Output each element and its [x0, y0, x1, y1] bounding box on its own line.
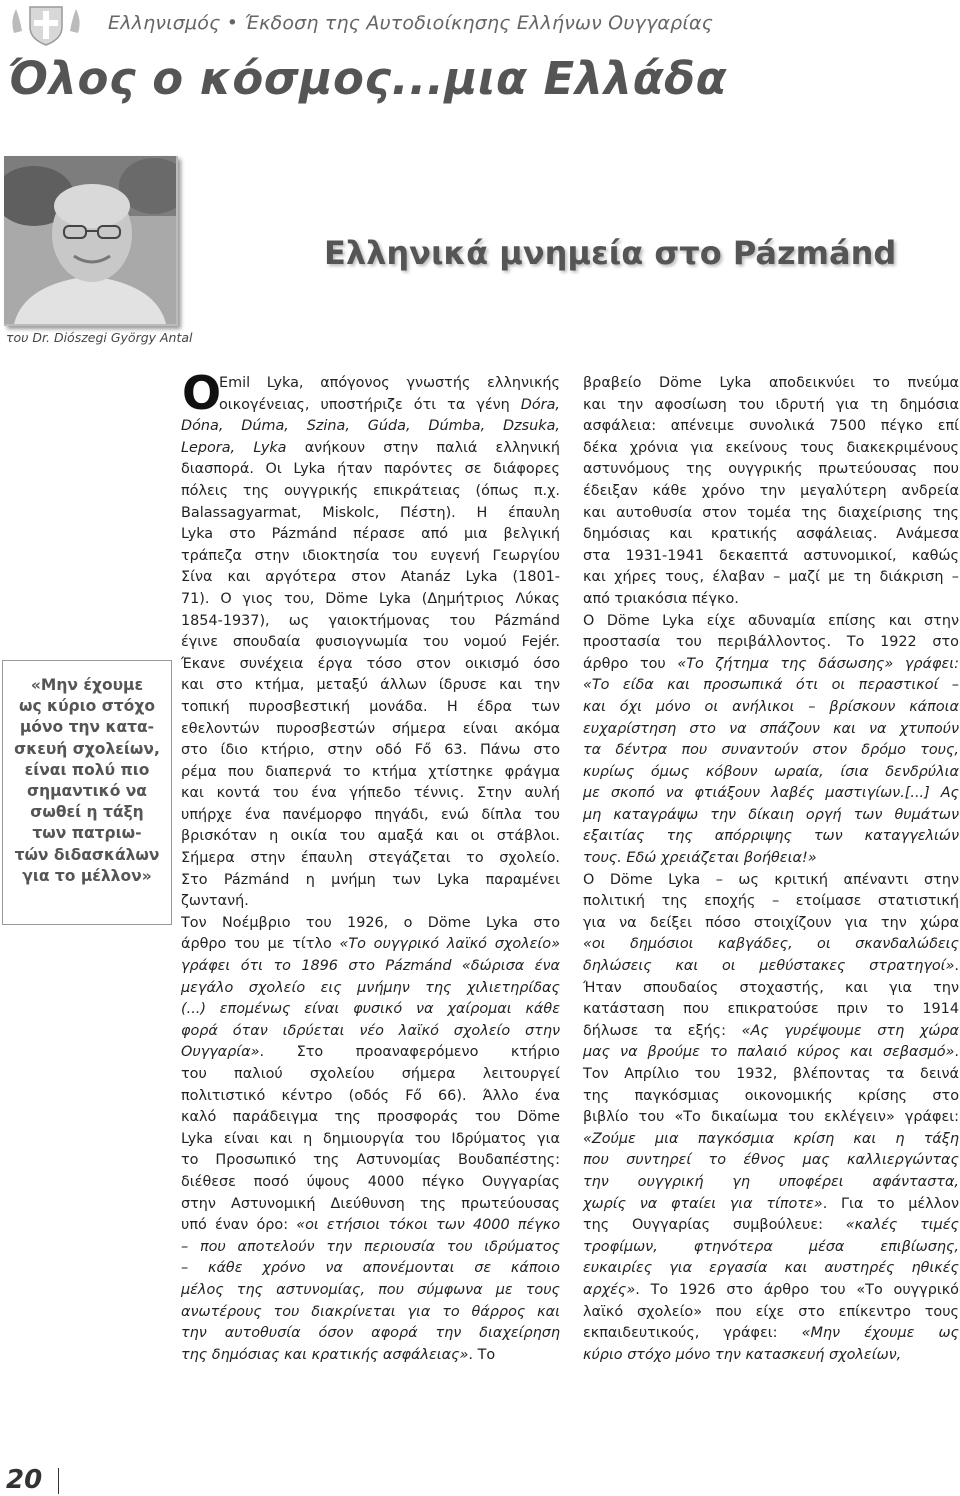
pull-quote-line: ως κύριο στόχο [19, 697, 155, 716]
text-line: Lepora, Lyka ανήκουν στην παλιά ελληνική [181, 439, 560, 456]
text-line: τράπεζα στην ιδιοκτησία του ευγενή Γεωργίου [181, 547, 560, 564]
article-column-2 [583, 373, 959, 1366]
text-line: και την αφοσίωση του ιδρυτή για τη δημόσια [583, 396, 959, 413]
text-line: Dóna, Dúma, Szina, Gúda, Dúmba, Dzsuka, [181, 418, 560, 435]
text-line: στα 1931-1941 δεκαεπτά αστυνομικοί, καθώς [583, 547, 959, 564]
text-line: στην Αστυνομική Διεύθυνση της πρωτεύουσας [181, 1195, 560, 1212]
text-line: άρθρο του με τίτλο «Το ουγγρικό λαϊκό σχολείο» [181, 936, 560, 953]
text-line: μας να βρούμε το παλαιό κύρος και σεβασμό». [583, 1044, 959, 1061]
text-line: δήλωσε τα εξής: «Ας γυρέψουμε στη χώρα [583, 1022, 959, 1039]
author-photo [4, 156, 178, 326]
pull-quote-line: τών διδασκάλων [14, 845, 160, 864]
text-line: την αυτοθυσία όσον αφορά την διαχείρηση [181, 1325, 560, 1342]
text-line: εκπαιδευτικούς, γράφει: «Μην έχουμε ως [583, 1325, 959, 1342]
text-line: πόλεις της ουγγρικής επικράτειας (όπως π.χ. [181, 482, 560, 499]
text-line: με σκοπό να φτιάξουν λαβές μαστιγίων.[...] Ας [583, 785, 959, 802]
text-line: φορά όταν ιδρύεται νέο λαϊκό σχολείο στην [181, 1022, 560, 1039]
text-line: και χήρες τους, έλαβαν – μαζί με τη διάκριση – [583, 569, 959, 586]
text-line: – που αποτελούν την περιουσία του ιδρύματος [181, 1238, 560, 1255]
text-line: ρέμα που διαπερνά το κτήμα χτίστηκε φράγμα [181, 763, 560, 780]
pull-quote [3, 675, 171, 887]
text-line: ζωντανή. [181, 893, 249, 910]
text-line: και αυτοθυσία στον τομέα της διαχείρισης της [583, 504, 959, 521]
author-caption: του Dr. Diószegi György Antal [6, 330, 193, 345]
text-line: μέλος της αστυνομίας, που σύμφωνα με τους [181, 1281, 560, 1298]
text-line: και στο κτήμα, μεταξύ άλλων ίδρυσε και την [181, 677, 560, 694]
text-line: δημόσιας και κρατικής ασφάλειας. Ανάμεσα [583, 526, 959, 543]
text-line: Σίνα και αργότερα στον Atanáz Lyka (1801- [181, 569, 560, 586]
text-line: της δημόσιας και κρατικής ασφάλειας». Το [181, 1346, 496, 1363]
text-line: της Ουγγαρίας συμβούλευε: «καλές τιμές [583, 1217, 959, 1234]
text-line: υπήρχε ένα πανέμορφο πηγάδι, ενώ δίπλα του [181, 806, 560, 823]
pull-quote-line: «Μην έχουμε [30, 676, 144, 694]
text-line: τροφίμων, φτηνότερα μέσα επιβίωσης, [583, 1238, 959, 1255]
text-line: Τον Απρίλιο του 1932, βλέποντας τα δεινά [583, 1066, 959, 1082]
text-line: μη καταγράψω την δίκαιη οργή των θυμάτων [583, 806, 959, 823]
pull-quote-box [2, 660, 172, 925]
text-line: (...) επομένως είναι φυσικό να χαίρομαι κάθε [181, 1001, 560, 1018]
text-line: το Προσωπικό της Αστυνομίας Βουδαπέστης: [181, 1152, 560, 1169]
text-line: οικογένειας, υποστήριζε ότι τα γένη Dóra, [219, 396, 560, 413]
text-line: «οι δημόσιοι καβγάδες, οι σκανδαλώδεις [583, 936, 959, 953]
text-line: πολιτιστικό κέντρο (οδός Fő 66). Άλλο ένα [181, 1087, 560, 1104]
text-line: διασπορά. Οι Lyka ήταν παρόντες σε διάφορες [181, 461, 560, 478]
publication-header: Ελληνισμός • Έκδοση της Αυτοδιοίκησης Ελλήνων Ουγγαρίας [108, 12, 714, 34]
text-line: στο ίδιο κτήριο, στην οδό Fő 63. Πάνω στο [181, 742, 560, 759]
pull-quote-line: σωθεί η τάξη [30, 803, 144, 822]
article-column-1 [181, 373, 560, 1366]
text-line: άρθρο του «Το ζήτημα της δάσωσης» γράφει: [583, 655, 959, 672]
text-line: 71). Ο γιος του, Döme Lyka (Δημήτριος Λύκας [181, 590, 560, 607]
text-line: και όχι μόνο οι ανήλικοι – βρίσκουν κάποια [583, 698, 959, 715]
text-line: εξαιτίας της απόρριψης των καταγγελιών [583, 828, 959, 845]
text-line: Στο Pázmánd η μνήμη των Lyka παραμένει [181, 871, 560, 888]
text-line: της παγκόσμιας οικονομικής κρίσης στο [583, 1087, 959, 1104]
text-line: Σήμερα στην έπαυλη στεγάζεται το σχολείο. [181, 850, 560, 867]
text-line: βιβλίο του «Το δικαίωμα του εκλέγειν» γράφει: [583, 1109, 959, 1126]
text-line: 1854-1937), ως γαιοκτήμονας του Pázmánd [181, 612, 560, 629]
text-line: δέκα χρόνια για εκείνους τους διακεκριμένους [583, 439, 959, 456]
text-line: Τον Νοέμβριο του 1926, ο Döme Lyka στο [181, 914, 560, 931]
text-line: Balassagyarmat, Miskolc, Πέστη). Η έπαυλη [181, 504, 560, 521]
pull-quote-line: σημαντικό να [27, 782, 147, 801]
author-portrait-image [4, 156, 176, 324]
text-line: κυρίως όμως κόβουν ωραία, ίσια δενδρύλια [583, 763, 959, 780]
text-line: Έκανε συνέχεια έργα τόσο στον οικισμό όσο [181, 655, 560, 672]
text-line: αρχές». Το 1926 στο άρθρο του «Το ουγγρικό [583, 1281, 959, 1298]
text-line: ευχαρίστηση στο να σπάζουν και να χτυπούν [583, 720, 959, 737]
text-line: Ο Döme Lyka – ως κριτική απέναντι στην [583, 871, 959, 888]
text-line: του παλιού σχολείου σήμερα λειτουργεί [181, 1066, 560, 1082]
text-line: και κοντά του ένα γήπεδο τέννις. Στην αυλή [181, 785, 560, 802]
masthead-title: Όλος ο κόσμος...μια Ελλάδα [8, 52, 727, 105]
pull-quote-line: μόνο την κατα- [19, 718, 155, 737]
text-line: λαϊκό σχολείο» που είχε στο επίκεντρο τους [583, 1303, 959, 1320]
text-line: τα δέντρα που συναντούν στον δρόμο τους, [583, 742, 959, 759]
text-line: βραβείο Döme Lyka αποδεικνύει το πνεύμα [583, 375, 959, 391]
pull-quote-line: είναι πολύ πιο [24, 760, 150, 779]
text-line: Emil Lyka, απόγονος γνωστής ελληνικής [219, 375, 560, 391]
text-line: Lyka είναι και η δημιουργία του Ιδρύματος για [181, 1130, 560, 1147]
text-line: πολιτική της εποχής – ετοίμασε στατιστική [583, 893, 959, 910]
text-line: ασφάλεια: απένειμε συνολικά 7500 πέγκο επί [583, 418, 959, 435]
text-line: «Ζούμε μια παγκόσμια κρίση και η τάξη [583, 1130, 959, 1147]
pull-quote-line: των πατριω- [32, 824, 142, 843]
text-line: «Το είδα και προσωπικά ότι οι περαστικοί – [583, 677, 959, 694]
text-line: βρισκόταν η οικία του αμαξά και οι στάβλοι. [181, 828, 560, 845]
text-line: ανωτέρους του διακρίνεται για το θάρρος και [181, 1303, 560, 1320]
text-line: έδειξαν κάθε χρόνο την μεγαλύτερη ανδρεία [583, 482, 959, 499]
text-line: ευκαιρίες για εργασία και αυστηρές ηθικές [583, 1260, 959, 1277]
text-line: – κάθε χρόνο να απονέμονται σε κάποιο [181, 1260, 560, 1277]
text-line: κύριο στόχο μόνο την κατασκευή σχολείων, [583, 1346, 902, 1363]
text-line: από τριακόσια πέγκο. [583, 590, 739, 607]
text-line: την ουγγρική γη υποφέρει αφάνταστα, [583, 1173, 959, 1190]
text-line: Lyka στο Pázmánd πέρασε από μια βελγική [181, 526, 560, 543]
text-line: τοπική πυροσβεστική μονάδα. Η έδρα των [181, 698, 560, 715]
text-line: χωρίς να φταίει για τίποτε». Για το μέλλον [583, 1195, 959, 1212]
text-line: υπό έναν όρο: «οι ετήσιοι τόκοι των 4000 πέγκο [181, 1217, 561, 1234]
page-number: 20 [6, 1465, 43, 1495]
text-line: Ο Döme Lyka είχε αδυναμία επίσης και στην [583, 612, 959, 629]
text-line: κατάσταση που επικρατούσε πριν το 1914 [583, 1001, 959, 1018]
text-line: μεγάλο σχολείο εις μνήμην της χιλιετηρίδας [181, 979, 560, 996]
article-title: Ελληνικά μνημεία στο Pázmánd [324, 234, 897, 272]
text-line: δηλώσεις και οι μεθύστακες στρατηγοί». [583, 958, 959, 975]
text-line: Ουγγαρία». Στο προαναφερόμενο κτήριο [181, 1044, 560, 1061]
coat-of-arms-icon [8, 3, 84, 47]
text-line: προστασία του περιβάλλοντος. Το 1922 στο [583, 634, 959, 651]
text-line: εθελοντών πυροσβεστών σήμερα είναι ακόμα [181, 720, 560, 737]
text-line: διέθεσε ποσό ύψους 4000 πέγκο Ουγγαρίας [181, 1173, 560, 1190]
text-line: έγινε σπουδαία φυσιογνωμία του νομού Fejér. [181, 634, 560, 651]
text-line: τους. Εδώ χρειάζεται βοήθεια!» [583, 850, 817, 867]
text-line: Ήταν σπουδαίος στοχαστής, και για την [583, 979, 959, 996]
page-number-divider [58, 1468, 59, 1494]
text-line: για να δείξει πόσο στοιχίζουν για την χώρα [583, 914, 959, 931]
drop-cap: O [182, 366, 222, 420]
pull-quote-line: σκευή σχολείων, [14, 739, 160, 758]
text-line: αστυνόμους της ουγγρικής πρωτεύουσας που [583, 461, 959, 478]
text-line: γράφει ότι το 1896 στο Pázmánd «δώρισα ένα [181, 958, 560, 975]
text-line: καλό παράδειγμα της προσφοράς του Döme [181, 1109, 560, 1126]
text-line: που συντηρεί το έθνος μας καλλιεργώντας [583, 1152, 959, 1169]
pull-quote-line: για το μέλλον» [22, 866, 152, 885]
